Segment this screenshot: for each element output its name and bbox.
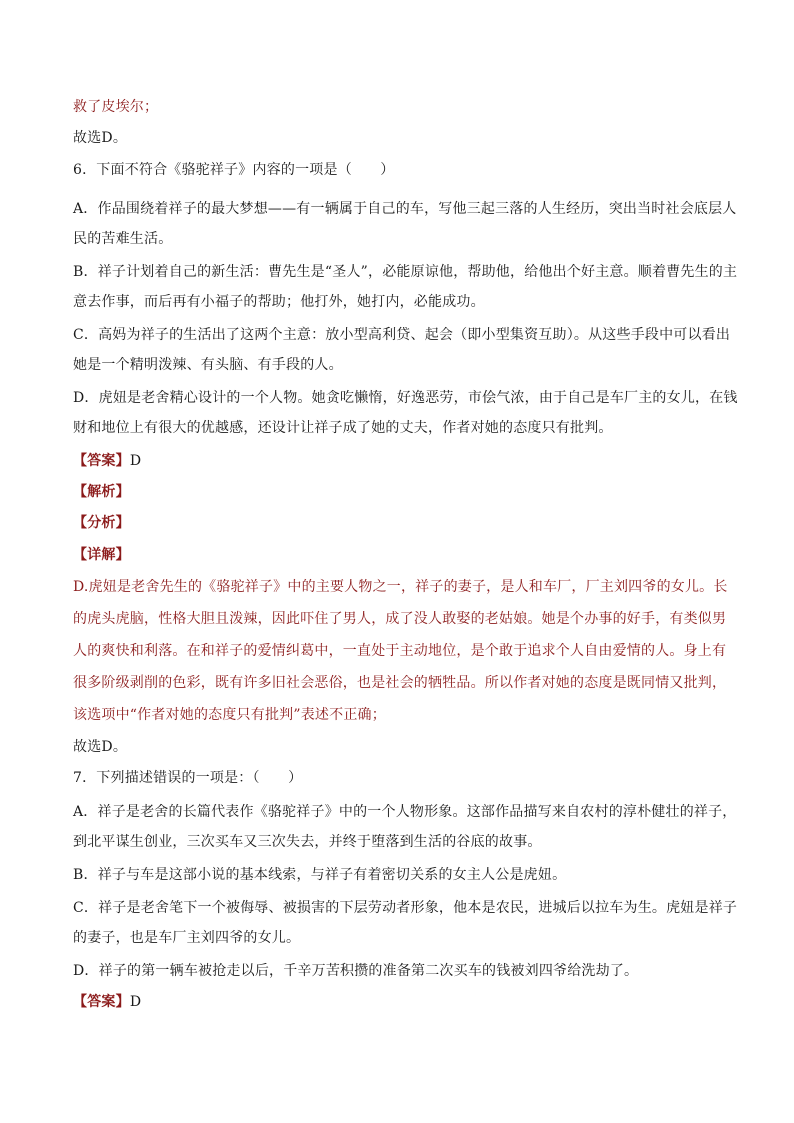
analysis-label: 【解析】	[73, 484, 130, 500]
question-7-option-d: D．祥子的第一辆车被抢走以后，千辛万苦积攒的准备第二次买车的钱被刘四爷给洗劫了。	[73, 963, 639, 979]
question-6-option-b-line2: 意去作事，而后再有小福子的帮助；他打外，她打内，必能成功。	[73, 294, 485, 310]
question-7-option-a-line1: A．祥子是老舍的长篇代表作《骆驼祥子》中的一个人物形象。这部作品描写来自农村的淳朴健壮的祥子，	[73, 804, 737, 820]
question-6-option-d-line2: 财和地位上有很大的优越感，还设计让祥子成了她的丈夫，作者对她的态度只有批判。	[73, 420, 613, 436]
question-7-answer	[73, 993, 141, 1011]
answer-value: D	[129, 994, 142, 1010]
breakdown-label: 【分析】	[73, 515, 130, 531]
question-6-stem: 6．下面不符合《骆驼祥子》内容的一项是（ ）	[73, 162, 395, 178]
answer-label: 【答案】	[73, 453, 130, 469]
text-line-prev-end: 救了皮埃尔；	[73, 99, 159, 115]
question-6-option-a-line2: 民的苦难生活。	[73, 231, 173, 247]
question-6-option-d-line1: D．虎妞是老舍精心设计的一个人物。她贪吃懒惰，好逸恶劳，市侩气浓，由于自己是车厂主的女儿，在钱	[73, 390, 738, 406]
question-6-option-b-line1: B．祥子计划着自己的新生活：曹先生是“圣人”，必能原谅他，帮助他，给他出个好主意。顺着曹先生的主	[73, 264, 738, 280]
question-7-option-b: B．祥子与车是这部小说的基本线索，与祥子有着密切关系的女主人公是虎妞。	[73, 867, 567, 883]
question-6-detail-heading	[73, 546, 130, 564]
question-6-option-c-line1: C．高妈为祥子的生活出了这两个主意：放小型高利贷、起会（即小型集资互助）。从这些手段中可以看出	[73, 327, 731, 343]
question-6-detail-line4: 很多阶级剥削的色彩，既有许多旧社会恶俗，也是社会的牺牲品。所以作者对她的态度是既同情又批判，	[73, 675, 727, 691]
answer-label: 【答案】	[73, 994, 130, 1010]
detail-label: 【详解】	[73, 547, 130, 563]
question-6-option-c-line2: 她是一个精明泼辣、有头脑、有手段的人。	[73, 357, 343, 373]
question-6-option-a-line1: A．作品围绕着祥子的最大梦想——有一辆属于自己的车，写他三起三落的人生经历，突出当时社会底层人	[73, 201, 737, 217]
question-7-stem: 7．下列描述错误的一项是：（ ）	[73, 770, 303, 786]
answer-value: D	[129, 453, 142, 469]
question-7-option-c-line1: C．祥子是老舍笔下一个被侮辱、被损害的下层劳动者形象，他本是农民，进城后以拉车为生。虎妞是祥子	[73, 900, 738, 916]
question-6-answer	[73, 452, 141, 470]
question-7-option-c-line2: 的妻子，也是车厂主刘四爷的女儿。	[73, 930, 301, 946]
question-6-analysis-heading	[73, 483, 130, 501]
question-6-detail-line1: D.虎妞是老舍先生的《骆驼祥子》中的主要人物之一，祥子的妻子，是人和车厂，厂主刘四爷的女儿。长	[73, 579, 728, 595]
question-6-choice: 故选D。	[73, 739, 128, 755]
question-7-option-a-line2: 到北平谋生创业，三次买车又三次失去，并终于堕落到生活的谷底的故事。	[73, 834, 542, 850]
question-6-breakdown-heading	[73, 514, 130, 532]
question-6-detail-line5: 该选项中“作者对她的态度只有批判”表述不正确；	[73, 707, 386, 723]
text-line-prev-choice: 故选D。	[73, 130, 128, 146]
question-6-detail-line3: 人的爽快和利落。在和祥子的爱情纠葛中，一直处于主动地位，是个敢于追求个人自由爱情的人。身上有	[73, 643, 727, 659]
question-6-detail-line2: 的虎头虎脑，性格大胆且泼辣，因此吓住了男人，成了没人敢娶的老姑娘。她是个办事的好手，有类似男	[73, 611, 727, 627]
